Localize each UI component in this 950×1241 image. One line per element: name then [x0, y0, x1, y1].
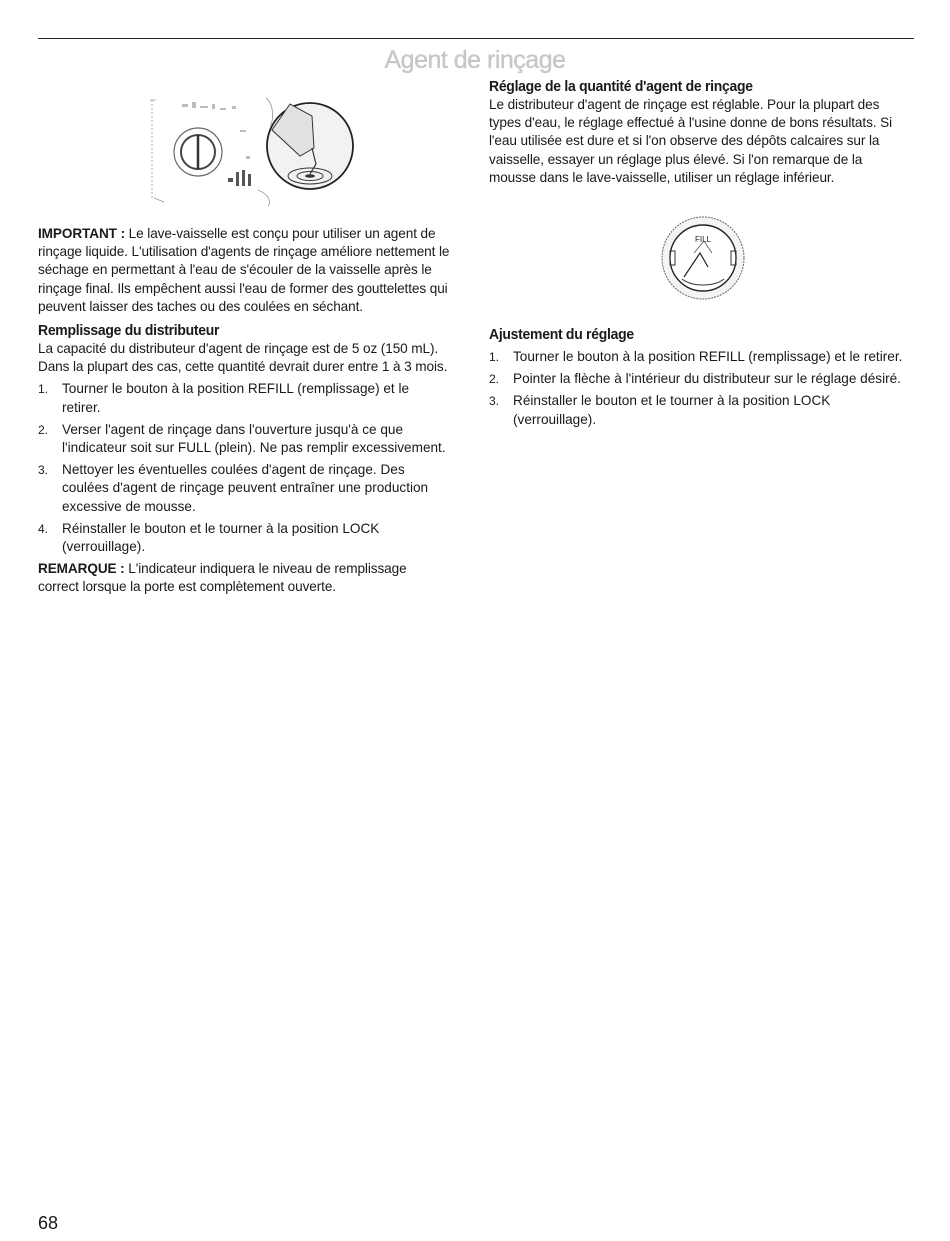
step-number: 2.	[38, 422, 49, 437]
step-text: Pointer la flèche à l'intérieur du distributeur sur le réglage désiré.	[513, 371, 901, 387]
step-text: Tourner le bouton à la position REFILL (remplissage) et le retirer.	[513, 349, 903, 364]
dispenser-pour-illustration	[140, 90, 360, 212]
step-text: Tourner le bouton à la position REFILL (remplissage) et le retirer.	[62, 381, 410, 415]
note-text: L'indicateur indiquera le niveau de remplissage correct lorsque la porte est complètement ouverte.	[38, 561, 407, 595]
list-item	[38, 520, 450, 556]
step-number: 1.	[38, 382, 49, 397]
left-column	[38, 225, 450, 597]
step-number: 2.	[489, 372, 500, 387]
step-number: 4.	[38, 521, 49, 536]
step-number: 3.	[38, 463, 49, 478]
right-column	[489, 78, 909, 187]
page-number: 68	[38, 1213, 59, 1233]
list-item	[38, 380, 450, 416]
step-text: Réinstaller le bouton et le tourner à la position LOCK (verrouillage).	[513, 393, 831, 427]
important-label: IMPORTANT :	[38, 226, 125, 241]
note-label: REMARQUE :	[38, 561, 125, 577]
section-reglage-text: Le distributeur d'agent de rinçage est réglable. Pour la plupart des types d'eau, le réglage effectué à l'usine donne de bons résultats. Si l'eau utilisée est dure et si l'on observe des dépôts calcaires sur la vaisselle, essayer un réglage plus élevé. Si l'on remarque de la mousse dans le lave-vaisselle, utiliser un réglage inférieur.	[489, 97, 893, 185]
fill-steps-list	[38, 380, 450, 556]
step-text: Nettoyer les éventuelles coulées d'agent de rinçage. Des coulées d'agent de rinçage peuvent entraîner une production excessive de mousse.	[62, 462, 429, 514]
list-item	[489, 392, 909, 428]
fill-label: FILL	[694, 235, 712, 244]
list-item	[38, 421, 450, 457]
adjustment-dial-illustration	[648, 213, 758, 303]
step-number: 3.	[489, 394, 500, 409]
step-text: Réinstaller le bouton et le tourner à la position LOCK (verrouillage).	[62, 520, 380, 555]
list-item	[38, 461, 450, 516]
list-item	[489, 370, 909, 388]
note-paragraph	[38, 560, 450, 596]
step-text: Verser l'agent de rinçage dans l'ouverture jusqu'à ce que l'indicateur soit sur FULL (plein). Ne pas remplir excessivement.	[62, 421, 446, 456]
right-column-lower	[489, 326, 909, 429]
section-title-reglage: Réglage de la quantité d'agent de rinçage	[489, 78, 753, 95]
important-text: Le lave-vaisselle est conçu pour utiliser un agent de rinçage liquide. L'utilisation d'agents de rinçage améliore nettement le séchage en permettant à l'eau de s'écouler de la vaisselle après le rinçage final. Ils empêchent aussi l'eau de former des gouttelettes qui peuvent laisser des taches ou des coulées en séchant.	[38, 226, 450, 314]
step-number: 1.	[489, 350, 500, 364]
header-rule	[38, 38, 914, 39]
important-paragraph	[38, 225, 450, 316]
list-item	[489, 348, 909, 366]
section-title-ajustement: Ajustement du réglage	[489, 326, 634, 343]
adjust-steps-list	[489, 348, 909, 429]
page-title: Agent de rinçage	[384, 46, 566, 74]
section-title-remplissage: Remplissage du distributeur	[38, 322, 220, 340]
section-intro: La capacité du distributeur d'agent de rinçage est de 5 oz (150 mL). Dans la plupart des cas, cette quantité devrait durer entre 1 à 3 mois.	[38, 341, 448, 375]
